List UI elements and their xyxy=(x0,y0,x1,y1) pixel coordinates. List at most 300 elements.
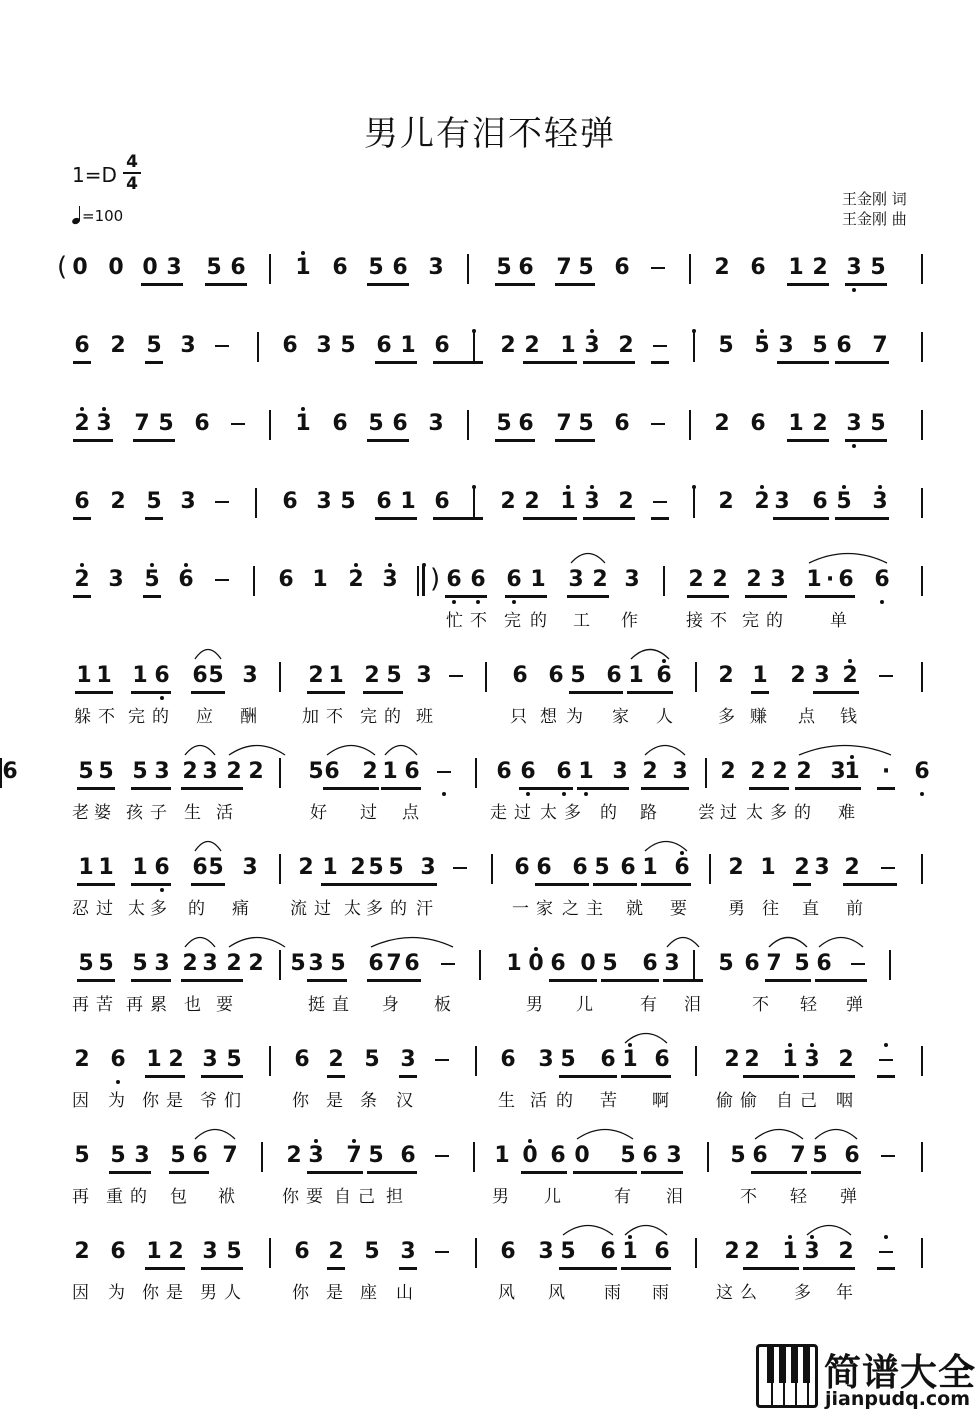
note: 6 xyxy=(514,855,530,880)
high-octave-dot xyxy=(884,1235,888,1239)
sustain-dash xyxy=(881,867,895,869)
lyric-char: 你 xyxy=(142,1283,160,1303)
low-octave-dot xyxy=(562,792,566,796)
beam-underline xyxy=(169,1171,209,1174)
note: 6 xyxy=(520,759,536,784)
high-octave-dot xyxy=(354,563,358,567)
lyric-char: 活 xyxy=(216,803,234,823)
slur xyxy=(798,742,892,756)
slur xyxy=(644,838,688,852)
beam-underline xyxy=(641,1171,683,1174)
lyric-char: 泪 xyxy=(684,995,702,1015)
note: 6 xyxy=(838,567,854,592)
lyric-char: 有 xyxy=(614,1187,632,1207)
note: 5 xyxy=(146,489,162,514)
lyric-char: 们 xyxy=(224,1091,242,1111)
note: 5 xyxy=(340,333,356,358)
note: 6 xyxy=(404,759,420,784)
beam-underline xyxy=(323,787,379,790)
note: 2 xyxy=(364,663,380,688)
lyric-char: 过 xyxy=(720,803,738,823)
note: 7 xyxy=(766,951,782,976)
note: 6 xyxy=(550,1143,566,1168)
lyric-char: 不 xyxy=(710,611,728,631)
beam-underline xyxy=(145,1267,185,1270)
lyric-char: 太 xyxy=(540,803,558,823)
lyric-char: 男 xyxy=(492,1187,510,1207)
lyric-char: 再 xyxy=(72,1187,90,1207)
augmentation-dot: · xyxy=(825,567,835,592)
lyric-char: 要 xyxy=(216,995,234,1015)
note: 1 xyxy=(322,855,338,880)
bar-line xyxy=(921,410,923,440)
note: 5 xyxy=(74,1143,90,1168)
sustain-dash xyxy=(435,1155,449,1157)
note: 1 xyxy=(782,1047,798,1072)
lyric-char: 的 xyxy=(152,707,170,727)
sustain-dash xyxy=(437,771,451,773)
beam-underline xyxy=(181,979,243,982)
note: 5 xyxy=(718,951,734,976)
note: 2 xyxy=(842,663,858,688)
note: 2 xyxy=(524,489,540,514)
lyric-char: 年 xyxy=(836,1283,854,1303)
note: 6 xyxy=(74,489,90,514)
beam-underline xyxy=(627,691,673,694)
lyric-char: 你 xyxy=(142,1091,160,1111)
note: 6 xyxy=(400,1143,416,1168)
note: 6 xyxy=(656,663,672,688)
high-octave-dot xyxy=(388,563,392,567)
slur xyxy=(806,1222,852,1236)
lyric-char: 孩 xyxy=(126,803,144,823)
bar-line xyxy=(709,854,711,884)
note: 6 xyxy=(550,951,566,976)
beam-underline xyxy=(181,787,243,790)
beam-underline xyxy=(191,691,225,694)
slur xyxy=(370,934,454,948)
bar-line xyxy=(693,332,695,362)
low-octave-dot xyxy=(852,444,856,448)
lyric-char: 多 xyxy=(366,899,384,919)
lyric-char: 己 xyxy=(358,1187,376,1207)
bar-line xyxy=(921,662,923,692)
beam-underline xyxy=(381,787,421,790)
note: 1 xyxy=(295,411,311,436)
bar-line xyxy=(473,488,475,518)
lyric-char: 不 xyxy=(326,707,344,727)
note: 6 xyxy=(606,663,622,688)
note: 5 xyxy=(570,663,586,688)
low-octave-dot xyxy=(512,600,516,604)
slur xyxy=(814,1126,858,1140)
high-octave-dot xyxy=(301,251,305,255)
note: 3 xyxy=(202,759,218,784)
lyric-char: 的 xyxy=(600,803,618,823)
sustain-dash xyxy=(231,423,245,425)
note: 2 xyxy=(298,855,314,880)
beam-underline xyxy=(535,883,589,886)
note: 1 xyxy=(560,489,576,514)
beam-underline xyxy=(367,283,409,286)
note: 2 xyxy=(168,1047,184,1072)
note: 5 xyxy=(754,333,770,358)
note: 6 xyxy=(642,951,658,976)
site-logo xyxy=(756,1338,980,1415)
low-octave-dot xyxy=(880,600,884,604)
lyric-char: 过 xyxy=(514,803,532,823)
slur xyxy=(384,742,418,756)
high-octave-dot xyxy=(842,485,846,489)
beam-underline xyxy=(815,979,867,982)
bar-line xyxy=(279,950,281,980)
lyric-char: 往 xyxy=(762,899,780,919)
bar-line xyxy=(689,410,691,440)
high-octave-dot xyxy=(760,329,764,333)
note: 2 xyxy=(286,1143,302,1168)
lyric-char: 太 xyxy=(128,899,146,919)
beam-underline xyxy=(433,361,483,364)
low-octave-dot xyxy=(852,288,856,292)
beam-underline xyxy=(495,439,535,442)
note: 5 xyxy=(794,951,810,976)
lyricist-credit: 王金刚 词 xyxy=(842,190,907,208)
note: 2 xyxy=(812,255,828,280)
note: 5 xyxy=(578,411,594,436)
note: 2 xyxy=(348,567,364,592)
beam-underline xyxy=(327,1075,345,1078)
score-row xyxy=(0,410,980,470)
note: 3 xyxy=(382,567,398,592)
note: 2 xyxy=(642,759,658,784)
note: 3 xyxy=(672,759,688,784)
lyric-char: 儿 xyxy=(576,995,594,1015)
beam-underline xyxy=(75,691,113,694)
note: 6 xyxy=(294,1239,310,1264)
note: 5 xyxy=(620,1143,636,1168)
note: 2 xyxy=(718,489,734,514)
score-row xyxy=(0,332,980,392)
lyric-char: 苦 xyxy=(96,995,114,1015)
note: 6 xyxy=(154,855,170,880)
song-title: 男儿有泪不轻弹 xyxy=(364,114,616,154)
beam-underline xyxy=(375,517,417,520)
high-octave-dot xyxy=(878,485,882,489)
note: 6 xyxy=(548,663,564,688)
note: 6 xyxy=(194,411,210,436)
note: 3 xyxy=(612,759,628,784)
bar-line xyxy=(707,1142,709,1172)
lyric-char: 再 xyxy=(72,995,90,1015)
lyric-char: 多 xyxy=(718,707,736,727)
lyric-char: 完 xyxy=(504,611,522,631)
bar-line xyxy=(693,950,695,980)
note: 2 xyxy=(838,1239,854,1264)
key-signature: 1=D xyxy=(72,163,117,187)
lyric-char: 完 xyxy=(360,707,378,727)
lyric-char: 你 xyxy=(292,1283,310,1303)
slur xyxy=(624,1222,668,1236)
note: 1 xyxy=(782,1239,798,1264)
beam-underline xyxy=(641,787,689,790)
slur xyxy=(570,550,606,564)
note: 6 xyxy=(674,855,690,880)
lyric-char: 完 xyxy=(128,707,146,727)
lyric-char: 男 xyxy=(200,1283,218,1303)
note: 6 xyxy=(404,951,420,976)
lyric-char: 偷 xyxy=(716,1091,734,1111)
beam-underline xyxy=(367,883,437,886)
lyric-char: 尝 xyxy=(698,803,716,823)
lyric-char: 不 xyxy=(740,1187,758,1207)
score-row xyxy=(0,1142,980,1207)
note: 6 xyxy=(178,567,194,592)
bar-line xyxy=(279,854,281,884)
note: 3 xyxy=(814,855,830,880)
beam-underline xyxy=(399,1267,417,1270)
note: 3 xyxy=(154,759,170,784)
lyric-char: 多 xyxy=(150,899,168,919)
lyric-char: 也 xyxy=(184,995,202,1015)
beam-underline xyxy=(131,691,171,694)
bar-line xyxy=(921,1046,923,1076)
note: 2 xyxy=(746,567,762,592)
note: 1 xyxy=(844,759,860,784)
high-octave-dot xyxy=(534,947,538,951)
note: 2 xyxy=(182,951,198,976)
note: 6 xyxy=(110,1047,126,1072)
lyric-char: 单 xyxy=(830,611,848,631)
note: 3 xyxy=(416,663,432,688)
high-octave-dot xyxy=(884,1043,888,1047)
note: 3 xyxy=(538,1047,554,1072)
sustain-dash xyxy=(441,963,455,965)
lyric-char: 多 xyxy=(794,1283,812,1303)
close-paren: ) xyxy=(430,564,441,594)
note: 6 xyxy=(470,567,486,592)
sustain-dash xyxy=(215,579,229,581)
lyric-char: 累 xyxy=(150,995,168,1015)
beam-underline xyxy=(495,283,535,286)
beam-underline xyxy=(795,787,861,790)
beam-underline xyxy=(745,595,787,598)
lyric-char: 雨 xyxy=(652,1283,670,1303)
lyric-char: 太 xyxy=(344,899,362,919)
bar-line xyxy=(253,566,255,596)
lyric-char: 苦 xyxy=(600,1091,618,1111)
note: 6 xyxy=(572,855,588,880)
lyric-char: 太 xyxy=(746,803,764,823)
beam-underline xyxy=(505,595,547,598)
lyric-char: 再 xyxy=(126,995,144,1015)
bar-line xyxy=(695,1046,697,1076)
high-octave-dot xyxy=(301,407,305,411)
lyric-char: 活 xyxy=(530,1091,548,1111)
lyric-char: 过 xyxy=(360,803,378,823)
note: 2 xyxy=(500,333,516,358)
slur xyxy=(630,646,670,660)
note: 5 xyxy=(368,1143,384,1168)
beam-underline xyxy=(765,979,811,982)
note: 3 xyxy=(428,411,444,436)
note: 1 xyxy=(752,663,768,688)
note: 5 xyxy=(730,1143,746,1168)
note: 2 xyxy=(500,489,516,514)
note: 6 xyxy=(282,333,298,358)
beam-underline xyxy=(621,1075,671,1078)
note: 6 xyxy=(614,411,630,436)
bar-line xyxy=(255,488,257,518)
lyric-char: 好 xyxy=(310,803,328,823)
note: 6 xyxy=(192,663,208,688)
lyric-char: 汉 xyxy=(396,1091,414,1111)
note: 6 xyxy=(506,567,522,592)
lyric-char: 男 xyxy=(526,995,544,1015)
note: 7 xyxy=(556,411,572,436)
beam-underline xyxy=(327,1267,345,1270)
lyric-char: 是 xyxy=(166,1283,184,1303)
note: 1 xyxy=(78,855,94,880)
note: 6 xyxy=(192,855,208,880)
note: 2 xyxy=(772,759,788,784)
note: 5 xyxy=(132,759,148,784)
note: 6 xyxy=(74,333,90,358)
note: 6 xyxy=(392,411,408,436)
note: 1 xyxy=(76,663,92,688)
note: 2 xyxy=(744,1047,760,1072)
lyric-char: 有 xyxy=(640,995,658,1015)
score-row xyxy=(0,950,980,1015)
note: 0 xyxy=(522,1143,538,1168)
bar-line xyxy=(491,854,493,884)
lyric-char: 加 xyxy=(302,707,320,727)
note: 6 xyxy=(642,1143,658,1168)
score-row xyxy=(0,758,980,823)
note: 1 xyxy=(132,855,148,880)
bar-line xyxy=(921,854,923,884)
beam-underline xyxy=(787,439,829,442)
note: 3 xyxy=(804,1047,820,1072)
note: 3 xyxy=(814,663,830,688)
lyric-char: 轻 xyxy=(800,995,818,1015)
bar-line xyxy=(473,1142,475,1172)
beam-underline xyxy=(621,1267,671,1270)
lyric-char: 勇 xyxy=(728,899,746,919)
note: 3 xyxy=(770,567,786,592)
beam-underline xyxy=(367,439,409,442)
lyric-char: 不 xyxy=(752,995,770,1015)
bar-line xyxy=(921,254,923,284)
slur xyxy=(194,646,222,660)
bar-line xyxy=(279,662,281,692)
score-row xyxy=(0,1046,980,1111)
beam-underline xyxy=(777,361,829,364)
lyric-char: 的 xyxy=(384,707,402,727)
note: 3 xyxy=(202,951,218,976)
beam-underline xyxy=(367,1171,417,1174)
beam-underline xyxy=(399,1075,417,1078)
note: 7 xyxy=(790,1143,806,1168)
slur xyxy=(644,742,686,756)
time-signature-top: 4 xyxy=(126,152,138,172)
lyric-char: 直 xyxy=(332,995,350,1015)
lyric-char: 山 xyxy=(396,1283,414,1303)
note: 6 xyxy=(620,855,636,880)
note: 2 xyxy=(812,411,828,436)
beam-underline xyxy=(145,517,163,520)
note: 5 xyxy=(340,489,356,514)
note: 1 xyxy=(132,663,148,688)
sustain-dash xyxy=(651,423,665,425)
lyric-char: 己 xyxy=(800,1091,818,1111)
sustain-dash xyxy=(435,1251,449,1253)
note: 2 xyxy=(308,663,324,688)
note: 6 xyxy=(2,759,18,784)
lyric-char: 汗 xyxy=(416,899,434,919)
beam-underline xyxy=(375,361,417,364)
note: 3 xyxy=(242,855,258,880)
slur xyxy=(818,934,864,948)
lyric-char: 为 xyxy=(108,1283,126,1303)
sustain-dash xyxy=(879,1251,893,1253)
beam-underline xyxy=(651,517,669,520)
beam-underline xyxy=(577,787,629,790)
lyric-char: 担 xyxy=(386,1187,404,1207)
note: 6 xyxy=(836,333,852,358)
beam-underline xyxy=(433,517,483,520)
lyric-char: 接 xyxy=(686,611,704,631)
beam-underline xyxy=(109,1171,151,1174)
lyric-char: 挺 xyxy=(308,995,326,1015)
note: 2 xyxy=(724,1047,740,1072)
note: 2 xyxy=(168,1239,184,1264)
beam-underline xyxy=(201,1075,243,1078)
high-octave-dot xyxy=(472,485,476,489)
slur xyxy=(228,934,286,948)
lyric-char: 的 xyxy=(188,899,206,919)
lyric-char: 泪 xyxy=(666,1187,684,1207)
note: 5 xyxy=(78,951,94,976)
lyric-char: 主 xyxy=(586,899,604,919)
note: 0 xyxy=(142,255,158,280)
lyric-char: 家 xyxy=(612,707,630,727)
note: 6 xyxy=(332,411,348,436)
note: 6 xyxy=(282,489,298,514)
lyric-char: 过 xyxy=(314,899,332,919)
lyric-char: 雨 xyxy=(604,1283,622,1303)
beam-underline xyxy=(749,787,789,790)
bar-line xyxy=(921,1142,923,1172)
note: 5 xyxy=(388,855,404,880)
slur xyxy=(624,1030,668,1044)
note: 5 xyxy=(206,255,222,280)
note: 5 xyxy=(144,567,160,592)
note: 6 xyxy=(614,255,630,280)
note: 1 xyxy=(642,855,658,880)
beam-underline xyxy=(77,979,115,982)
lyric-char: 老 xyxy=(72,803,90,823)
bar-line xyxy=(269,1046,271,1076)
note: 3 xyxy=(872,489,888,514)
beam-underline xyxy=(205,283,247,286)
lyric-char: 难 xyxy=(838,803,856,823)
beam-underline xyxy=(73,517,91,520)
note: 2 xyxy=(248,759,264,784)
sustain-dash xyxy=(879,675,893,677)
note: 5 xyxy=(226,1239,242,1264)
note: 2 xyxy=(618,333,634,358)
lyric-char: 多 xyxy=(564,803,582,823)
